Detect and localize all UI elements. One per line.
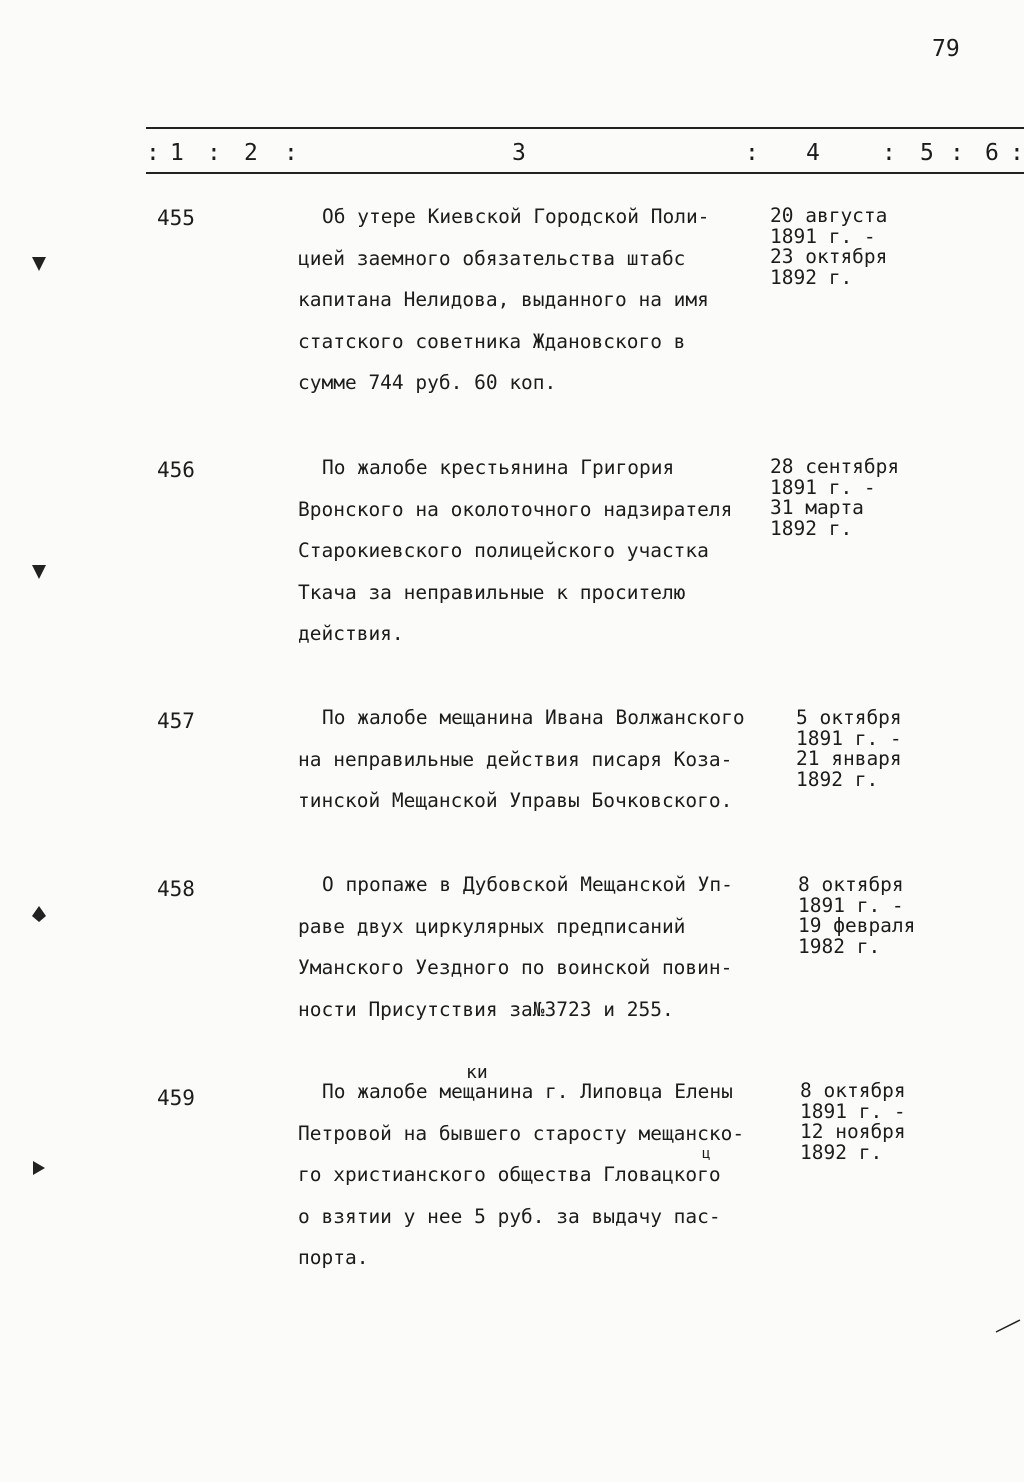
description-line: По жалобе мещанина г. Липовца Елены <box>322 1080 733 1103</box>
date-line: 1891 г. - <box>770 475 876 499</box>
description-line: сумме 744 руб. 60 коп. <box>298 371 557 394</box>
binder-hole-mark <box>30 562 48 582</box>
column-separator: : <box>284 140 298 166</box>
description-line: о взятии у нее 5 руб. за выдачу пас- <box>298 1204 721 1228</box>
column-separator: : <box>745 140 759 166</box>
description-line: По жалобе крестьянина Григория <box>322 456 675 479</box>
date-line: 5 октября <box>796 706 902 729</box>
description-line: О пропаже в Дубовской Мещанской Уп- <box>322 873 733 896</box>
entry-number: 458 <box>157 877 195 901</box>
column-header-1: 1 <box>170 140 184 166</box>
entry-dates <box>796 708 902 790</box>
description-line: капитана Нелидова, выданного на имя <box>298 288 709 311</box>
column-header-3: 3 <box>512 140 526 166</box>
entry-description <box>298 697 778 822</box>
date-line: 23 октября <box>770 245 888 268</box>
column-header-6: 6 <box>985 140 999 166</box>
date-line: 1891 г. - <box>798 893 904 917</box>
handwritten-correction: ки <box>466 1062 488 1083</box>
description-line: порта. <box>298 1246 369 1269</box>
description-line: тинской Мещанской Управы Бочковского. <box>298 789 733 812</box>
date-line: 1892 г. <box>796 767 879 791</box>
date-line: 28 сентября <box>770 455 900 478</box>
date-line: 1892 г. <box>770 516 853 540</box>
entry-dates <box>798 875 915 957</box>
date-line: 12 ноября <box>800 1120 906 1143</box>
column-header-4: 4 <box>806 140 820 166</box>
description-line: действия. <box>298 622 404 645</box>
binder-hole-mark <box>30 1158 48 1178</box>
page-number: 79 <box>932 36 960 62</box>
date-line: 20 августа <box>770 204 888 227</box>
description-line: раве двух циркулярных предписаний <box>298 914 686 938</box>
date-line: 31 марта <box>770 496 864 519</box>
column-separator: : <box>950 140 964 166</box>
description-line: Старокиевского полицейского участка <box>298 539 709 562</box>
description-line: По жалобе мещанина Ивана Волжанского <box>322 706 745 729</box>
entry-dates <box>770 206 887 288</box>
entry-number: 457 <box>157 709 195 733</box>
column-separator: : <box>207 140 221 166</box>
entry-dates <box>800 1081 906 1163</box>
date-line: 1891 г. - <box>796 726 902 750</box>
column-separator: : <box>1010 140 1024 166</box>
date-line: 8 октября <box>800 1079 906 1102</box>
description-line: на неправильные действия писаря Коза- <box>298 747 733 771</box>
description-line: Уманского Уездного по воинской повин- <box>298 956 733 979</box>
description-line: Об утере Киевской Городской Поли- <box>322 205 710 228</box>
date-line: 1891 г. - <box>770 224 876 248</box>
description-line: статского советника Ждановского в <box>298 329 686 353</box>
entry-description <box>298 864 778 1030</box>
date-line: 19 февраля <box>798 914 916 937</box>
description-line: го христианского общества Гловацкого <box>298 1163 721 1186</box>
entry-description <box>298 1071 778 1279</box>
entry-description <box>298 196 778 404</box>
header-rule-bottom <box>146 172 1024 174</box>
handwritten-correction: ц <box>702 1146 711 1162</box>
description-line: Петровой на бывшего старосту мещанско- <box>298 1121 745 1145</box>
column-header-5: 5 <box>920 140 934 166</box>
header-rule-top <box>146 127 1024 129</box>
date-line: 1982 г. <box>798 934 881 958</box>
entry-number: 456 <box>157 458 195 482</box>
date-line: 21 января <box>796 747 902 770</box>
description-line: Ткача за неправильные к просителю <box>298 580 686 604</box>
description-line: ности Присутствия за№3723 и 255. <box>298 997 674 1021</box>
date-line: 1891 г. - <box>800 1099 906 1123</box>
binder-hole-mark <box>30 904 48 924</box>
entry-description <box>298 447 778 655</box>
binder-hole-mark <box>30 254 48 274</box>
column-header-2: 2 <box>244 140 258 166</box>
date-line: 8 октября <box>798 873 904 896</box>
entry-number: 455 <box>157 206 195 230</box>
description-line: цией заемного обязательства штабс <box>298 246 686 270</box>
description-line: Вронского на околоточного надзирателя <box>298 497 733 521</box>
column-separator: : <box>146 140 160 166</box>
entry-dates <box>770 457 899 539</box>
date-line: 1892 г. <box>770 265 853 289</box>
entry-number: 459 <box>157 1086 195 1110</box>
date-line: 1892 г. <box>800 1140 883 1164</box>
pen-stroke-mark <box>994 1318 1022 1334</box>
column-separator: : <box>882 140 896 166</box>
